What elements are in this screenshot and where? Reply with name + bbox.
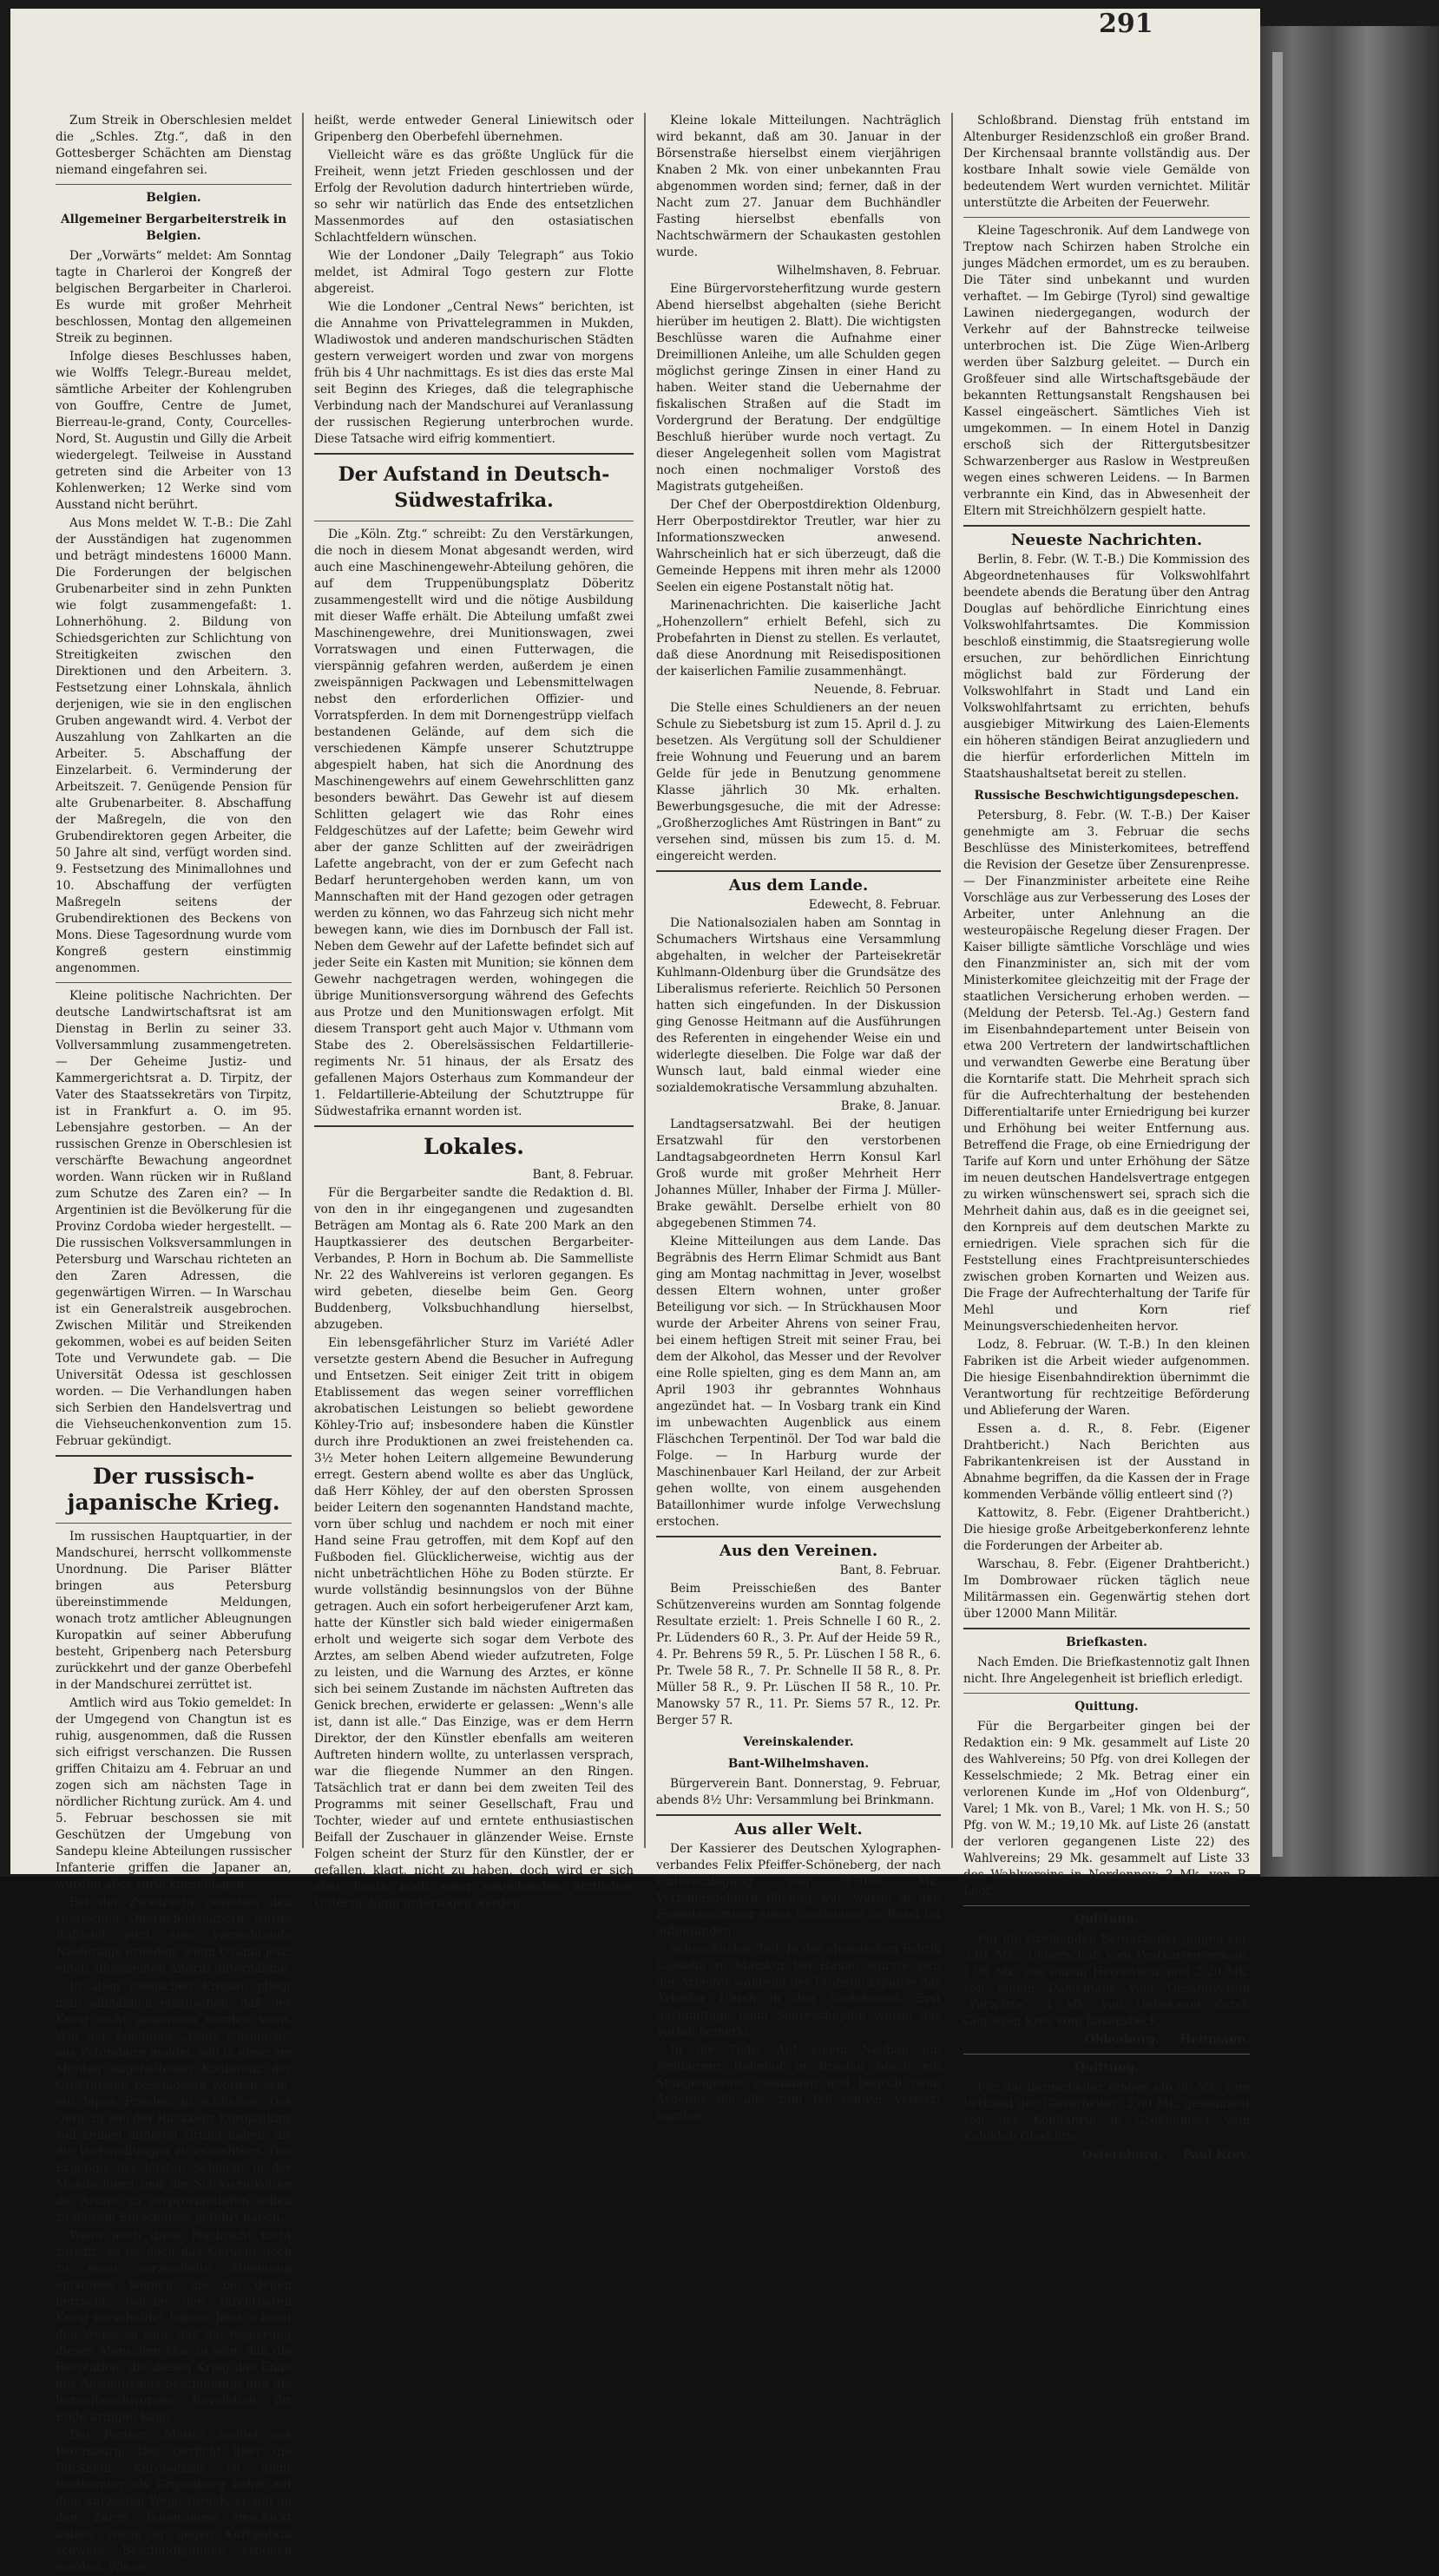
signature-place: Oldenburg. [1084,2033,1160,2047]
divider [56,184,292,185]
heading-aufstand: Der Aufstand in Deutsch-Südwestafrika. [338,463,610,512]
article-freiheit: Vielleicht wäre es das größte Unglück für die Freiheit, wenn jetzt Frieden geschlossen und der Erfolg der Revolution dadurch hintertrieben würde, so sehr wir natürlich das Ende des entsetzlichen Massenmordes auf den ostasiatischen Schlachtfeldern wünschen. [314,148,634,245]
divider [56,1455,292,1457]
signature-line-1 [963,2032,1250,2048]
heading-bergarbeiterstreik: Allgemeiner Bergarbeiterstreik in Belgien. [61,213,286,243]
heading-briefkasten: Briefkasten. [1066,1635,1147,1649]
article-quittung-1: Für die Bergarbeiter gingen bei der Redaktion ein: 9 Mk. gesammelt auf Liste 20 des Wahlvereins; 50 Pfg. von drei Kollegen der Kesselschmiede; 2 Mk. Betrag einer ein verlorenen Kunde im „Hof von Oldenburg“, Varel; 1 Mk. von B., Varel; 1 Mk. von H. S.; 50 Pfg. von W. M.; 19,10 Mk. auf Liste 26 (anstatt der verloren gegangenen Liste 22) des Wahlvereins; 29 Mk. gesammelt auf Liste 33 des Wahlvereins in Nordenney; 3 Mk. von B. Loof. [963,1720,1250,1898]
article-togo: Wie der Londoner „Daily Telegraph“ aus Tokio meldet, ist Admiral Togo gestern zur Flotte abgereist. [314,249,634,296]
article-quittung-2: Für die streikenden Bergarbeiter gingen ein: 3,61 Mk., Ueberschuß vom Postkartenverkauf, 1,90 Mk. von einem Herrentanz und 2,20 Mk. von einem Damentanz vom Gesangverein „Vorwärts“; 1 Mk. von Unbekannt durch Genossen Krey vom Ravensbeck. [963,1932,1250,2029]
divider [56,982,292,983]
article-vorwaerts: Der „Vorwärts“ meldet: Am Sonntag tagte in Charleroi der Kongreß der belgischen Bergarbeiter in Charleroi. Es wurde mit großer Mehrheit beschlossen, Montag den allgemeinen Streik zu beginnen. [56,249,292,345]
signature-place: Osternburg. [1081,2148,1163,2162]
article-liniewitsch: heißt, werde entweder General Liniewitsch oder Gripenberg den Oberbefehl übernehmen. [314,114,634,144]
article-matin: Der Pariser „Matin“ meldet aus Petersburg: Das Gerücht über die Rückkehr Kuropatkins ist nicht bestimmter als Gripenberg kehrt auf dem kürzesten Wege zurück, er soll an den Zaren Telegramme geschickt haben, worin er gegen Kuropatkin schwere Beschuldigungen erhoben werden. Wie es [56,2429,292,2574]
heading-aus-aller-welt: Aus aller Welt. [734,1820,863,1839]
article-petersburg: Petersburg, 8. Febr. (W. T.-B.) Der Kaiser genehmigte am 3. Februar die sechs Beschlüsse des Ministerkomitees, betreffend die Revision der Gesetze über Zensurenpresse. — Der Finanzminister arbeitete eine Reihe Vorschläge aus zur Verbesserung des Loses der Arbeiter, unter Anlehnung an die westeuropäische Regelung dieser Fragen. Der Kaiser billigte sämtliche Vorschläge und wies den Finanzminister an, sich mit der vom Ministerkomitee gleichzeitig mit der Frage der staatlichen Versicherung erhoben werden. — (Meldung der Petersb. Tel.-Ag.) Gestern fand im Eisenbahndepartement unter Beisein von etwa 200 Vertretern der landwirtschaftlichen und verwandten Gewerbe eine Beratung über die Korntarife statt. Die Mehrheit sprach sich für die Aufrechterhaltung der bestehenden Differentialtarife unter Erniedrigung bei kurzer und Erhöhung bei weiter Entfernung aus. Betreffend die Frage, ob eine Erniedrigung der Tarife auf Korn und unter Erhöhung der Sätze im neuen deutschen Handelsvertrage entgegen zu wirken wünschenswert sei, sprach sich die Mehrheit dahin aus, daß es in die geeignet sei, den Kornpreis auf dem deutschen Markte zu erniedrigen. Viele sprachen sich für die Feststellung eines Frachtpreisunterschiedes zwischen groben Kornarten und Weizen aus. Die Frage der Aufrechterhaltung der Tarife für Mehl und Korn rief Meinungsverschiedenheiten hervor. [963,809,1250,1334]
divider [963,1905,1250,1906]
article-central-news: Wie die Londoner „Central News“ berichten, ist die Annahme von Privattelegrammen in Mukden, Wladiwostok und anderen mandschurischen Städten gestern verweigert worden und zwar von morgens früh bis 4 Uhr nachmittags. Es ist dies das erste Mal seit Beginn des Krieges, daß die telegraphische Verbindung nach der Mandschurei auf Veranlassung der russischen Regierung unterbrochen wurde. Diese Tatsache wird eifrig kommentiert. [314,300,634,446]
article-kattowitz: Kattowitz, 8. Febr. (Eigener Drahtbericht.) Die hiesige große Arbeitgeberkonferenz lehnte die Forderungen der Arbeiter ab. [963,1506,1250,1553]
divider [656,870,941,872]
column-rule [644,113,646,1848]
column-1 [56,113,292,2574]
divider [963,217,1250,218]
heading-quittung-2: Quittung. [1074,1912,1139,1926]
heading-bant-wilhelmshaven: Bant-Wilhelmshaven. [727,1757,870,1771]
dateline-bant: Bant, 8. Februar. [532,1168,634,1182]
column-4 [963,113,1250,2162]
article-lodz: Lodz, 8. Februar. (W. T.-B.) In den kleinen Fabriken ist die Arbeit wieder aufgenommen. Die hiesige Eisenbahndirektion übernimmt die Verantwortung für rechtzeitige Beförderung und Ablieferung der Waren. [963,1338,1250,1418]
dateline-brake: Brake, 8. Januar. [840,1099,941,1113]
article-emden: Nach Emden. Die Briefkastennotiz galt Ihnen nicht. Ihre Angelegenheit ist brieflich erledigt. [963,1655,1250,1686]
article-mitteilungen-lande: Kleine Mitteilungen aus dem Lande. Das Begräbnis des Herrn Elimar Schmidt aus Bant ging am Montag nachmittag in Jever, woselbst dessen Eltern wohnen, unter großer Beteiligung vor sich. — In Strückhausen Moor wurde der Arbeiter Ahrens von seiner Frau, bei einem heftigen Streit mit seiner Frau, bei dem der Alkohol, das Messer und der Revolver eine Rolle spielten, ging es dem Mann an, am April 1903 ihr gebranntes Wohnhaus angezündet hat. — In Vosbarg trank ein Kind im unbewachten Augenblick aus einem Fläschchen Terpentinöl. Der Tod war bald die Folge. — In Harburg wurde der Maschinenbauer Karl Heiland, der zur Arbeit gehen wollte, von einem ausgehenden Bataillonhimer wurde infolge Verwechslung erstochen. [656,1235,941,1529]
signature-name: Paul Krey. [1182,2148,1250,2162]
heading-russische-depeschen: Russische Beschwichtigungsdepeschen. [974,789,1239,803]
article-streik-oberschlesien: Zum Streik in Oberschlesien meldet die „Schles. Ztg.“, daß in den Gottesberger Schächten am Dienstag niemand eingefahren sei. [56,114,292,177]
heading-neueste-nachrichten: Neueste Nachrichten. [1010,531,1203,549]
article-essen: Essen a. d. R., 8. Febr. (Eigener Drahtbericht.) Nach Berichten aus Fabrikantenkreisen ist der Ausstand in Abnahme begriffen, da die Kassen der in Frage kommenden Verbände völlig entleert sind (?) [963,1422,1250,1502]
article-schrecklicher-tod: Schrecklicher Tod. In der chemischen Fabrik Cassella zu Mainkur bei Hanau stürzte sich der Arbeiter während der Frühstückspause der Arbeiter Ulrich in den Siedekessel. Erst nachmittags beim Säureschöpfen wurde der Vorfall bemerkt. [656,1943,941,2039]
article-schuldiener: Die Stelle eines Schuldieners an der neuen Schule zu Siebetsburg ist zum 15. April d. J. zu besetzen. Als Vergütung soll der Schuldiener freie Wohnung und Feuerung und an barem Gelde für jede in Benutzung genommene Klasse jährlich 30 Mk. erhalten. Bewerbungsgesuche, die mit der Adresse: „Großherzogliches Amt Rüstringen in Bant“ zu versehen sind, müssen bis zum 15. d. M. eingereicht werden. [656,701,941,863]
dateline-edewecht: Edewecht, 8. Februar. [808,898,941,912]
divider [656,1814,941,1816]
article-warschau: Warschau, 8. Febr. (Eigener Drahtbericht.) Im Dombrowaer rücken täglich neue Militärmassen ein. Gegenwärtig stehen dort über 12000 Mann Militär. [963,1557,1250,1621]
article-russische-kreise: In allen russischen Kreisen pflegt man allmählich einzusehen, daß der Krieg nicht gewonnen werden kann. Wie der Londoner „Daily Chronicle“ aus Petersburg meldet, soll in einer am Montag abgehaltenen Konferenz der Großfürsten beschlossen worden sein, mit Japan Frieden zu schließen. Das Gerücht von der Rückkehr Kuropatkins soll keinen anderen Grund haben, als die Verhandlungen zu erleichtern. Das Ergebnis der letzten Schlacht in der Mandschurei und die Schwierigkeiten die Armee zu verproviantieren sollen zu diesem Entschlusse geführt haben. [56,1980,292,2225]
heading-lokales: Lokales. [424,1134,524,1159]
dateline-bant-2: Bant, 8. Februar. [839,1563,941,1577]
article-quittung-3: Für die Bergarbeiter gingen ein 50 Mk. vom Verband der Glasarbeiter; 5,60 Mk. gesammelt von der Kohlfahrte in Großenmeer vom Kohlklub Glashütte. [963,2081,1250,2144]
article-buergervorsteher: Eine Bürgervorsteherfitzung wurde gestern Abend hierselbst abgehalten (siehe Bericht hierüber im heutigen 2. Blatt). Die wichtigsten Beschlüsse waren die Aufnahme einer Dreimillionen Anleihe, um alle Schulden gegen möglichst geringe Zinsen in einer Hand zu haben. Weiter stand die Uebernahme der fiskalischen Straßen auf die Stadt im Vordergrund der Beratung. Der endgültige Beschluß hierüber wurde noch vertagt. Zu dieser Angelegenheit sollen vom Magistrat noch einen nochmaliger Vorstoß des Magistrats gutgeheißen. [656,282,941,494]
divider [314,453,634,455]
dateline-neuende: Neuende, 8. Februar. [813,683,941,697]
heading-quittung-3: Quittung. [1074,2061,1139,2075]
column-2 [314,113,634,1911]
divider [56,1523,292,1524]
divider [963,1693,1250,1694]
column-3 [656,113,941,2123]
article-sturz-variete: Ein lebensgefährlicher Sturz im Variété Adler versetzte gestern Abend die Besucher in Aufregung und Entsetzen. Seit einiger Zeit tritt in obigem Etablissement das wegen seiner vorrefflichen akrobatischen Leistungen so beliebt gewordene Köhley-Trio auf; insbesondere haben die Künstler durch ihre Produktionen an zwei freistehenden ca. 3½ Meter hohen Leitern allgemeine Bewunderung erregt. Gestern abend wollte es aber das Unglück, daß Herr Köhley, der auf den obersten Sprossen beider Leitern den sogenannten Handstand machte, vorn über schlug und nachdem er noch mit einer Hand seine Frau getroffen, mit dem Kopf auf den Fußboden fiel. Glücklicherweise, wichtig aus der nicht unbeträchtlichen Höhe zu Boden stürzte. Er wurde vollständig besinnungslos von der Bühne getragen. Auch ein sofort herbeigerufener Arzt kam, hatte der Künstler sich bald wieder einigermaßen erholt und weigerte sich sogar dem Verbote des Arztes, am selben Abend wieder aufzutreten, Folge zu leisten, und die Warnung des Arztes, er könne sich bei seinem Zustande im nächsten Auftreten das Genick brechen, erwiderte er gelassen: „Wenn's alle ist, dann ist alle.“ Das Einzige, was er dem Herrn Direktor, der den Künstler ebenfalls am weiteren Auftreten hindern wollte, zu unterlassen versprach, war die fliegende Nummer an den Ringen. Tatsächlich trat er dann bei dem zweiten Teil des Programms mit seiner Gesellschaft, Frau und Tochter, wieder auf und erntete enthusiastischen Beifall der Zuschauer in glänzender Weise. Ernste Folgen scheint der Sturz für den Künstler, der er gefallen, klagt, nicht zu haben, doch wird er sich aber heute noch einer eingehenden ärztlichen Untersuchung unterzogen werden. [314,1336,634,1911]
article-zwietracht: Bei der Zwietracht zwischen den russischen Oberbefehlshabern wurde Rußland jetzt eine vernichtende Niederlage erleiden, wenn Oyama jetzt einen allgemeinen Angriff unternähme. [56,1896,292,1976]
article-koeln-ztg: Die „Köln. Ztg.“ schreibt: Zu den Verstärkungen, die noch in diesem Monat abgesandt werden, wird auch eine Maschinengewehr-Abteilung gehören, die auf dem Truppenübungsplatz Döberitz zusammengestellt wird und die nötige Ausbildung mit dieser Waffe erhält. Die Abteilung umfaßt zwei Maschinengewehre, drei Munitionswagen, zwei Vorratswagen und einen Futterwagen, die vierspännig gefahren werden, außerdem je einen zweispännigen Packwagen und Lebensmittelwagen nebst den erforderlichen Offizier- und Vorratspferden. In dem mit Dornengestrüpp vielfach bestandenen Gelände, auf dem sich die verschiedenen Kämpfe unserer Schutztruppe abgespielt haben, hat sich die Anordnung des Maschinengewehrs auf einem Gewehrschlitten ganz besonders bewährt. Das Gewehr ist auf diesem Schlitten gelagert wie das Rohr eines Feldgeschützes auf der Lafette; beim Gewehr wird aber der ganze Schlitten auf der zweirädrigen Lafette angebracht, von der er zum Gefecht nach Bedarf heruntergehoben werden kann, um von Mannschaften mit der Hand gezogen oder getragen werden zu können, wo das Fahrzeug sich nicht mehr bewegen kann, wie dies im Dornbusch der Fall ist. Neben dem Gewehr auf der Lafette befindet sich auf jeder Seite ein Kasten mit Munition; sie können dem Gewehr nachgetragen werden, wohingegen die übrige Munitionsversorgung während des Gefechts aus Protze und den Munitionswagen erfolgt. Mit diesem Transport geht auch Major v. Uthmann vom Stabe des 2. Oberelsässischen Feldartillerie-regiments Nr. 51 hinaus, der als Ersatz des gefallenen Majors Osterhaus zum Kommandeur der 1. Feldartillerie-Abteilung der Schutztruppe für Südwestafrika ernannt worden ist. [314,528,634,1118]
article-buergerverein: Bürgerverein Bant. Donnerstag, 9. Februar, abends 8½ Uhr: Versammlung bei Brinkmann. [656,1777,941,1807]
newspaper-page [10,9,1260,2574]
article-kleine-lokale: Kleine lokale Mitteilungen. Nachträglich wird bekannt, daß am 30. Januar in der Börsenstraße hierselbst einem vierjährigen Knaben 2 Mk. von einer unbekannten Frau abgenommen worden sind; ferner, daß in der Nacht zum 27. Januar dem Buchhändler Fasting hierselbst ebenfalls von Nachtschwärmern der Schaukasten gestohlen wurde. [656,114,941,259]
article-tiefe: In die Tiefe. Auf einem Neubau am Freiburger Bahnhof in Breslau brach ein Stangengerüst zusammen und begrub neun Arbeiter, die alle, zum Teil schwer, verletzt wurden. [656,2043,941,2123]
heading-aus-dem-lande: Aus dem Lande. [728,876,869,895]
article-landtagswahl: Landtagsersatzwahl. Bei der heutigen Ersatzwahl für den verstorbenen Landtagsabgeordneten Herrn Konsul Karl Groß wurde mit großer Mehrheit Herr Johannes Müller, Inhaber der Firma J. Müller-Brake gewählt. Derselbe erhielt von 80 abgegebenen Stimmen 74. [656,1118,941,1230]
article-wolff: Infolge dieses Beschlusses haben, wie Wolffs Telegr.-Bureau meldet, sämtliche Arbeiter der Kohlengruben von Gouffre, Centre de Jumet, Bierreau-le-grand, Conty, Courcelles-Nord, St. Augustin und Gilly die Arbeit wiedergelegt. Teilweise in Ausstand getreten sind die Arbeiter von 13 Kohlenwerken; 12 Werke sind vom Ausstand nicht berührt. [56,350,292,512]
page-number: 291 [1099,9,1153,39]
signature-line-2 [963,2147,1250,2164]
divider [963,525,1250,527]
article-preisschiessen: Beim Preisschießen des Banter Schützenvereins wurden am Sonntag folgende Resultate erzielt: 1. Preis Schnelle I 60 R., 2. Pr. Lüdenders 60 R., 3. Pr. Auf der Heide 59 R., 4. Pr. Behrens 59 R., 5. Pr. Lüschen I 58 R., 6. Pr. Twele 58 R., 7. Pr. Schnelle II 58 R., 8. Pr. Müller 58 R., 9. Pr. Lüschen II 58 R., 10. Pr. Manowsky 57 R., 11. Pr. Siems 57 R., 12. Pr. Berger 57 R. [656,1582,941,1727]
article-schlossbrand: Schloßbrand. Dienstag früh entstand im Altenburger Residenzschloß ein großer Brand. Der Kirchensaal brannte vollständig aus. Der kostbare Inhalt sowie viele Gemälde von bedeutendem Wert wurden vernichtet. Militär unterstützte die Arbeiten der Feuerwehr. [963,114,1250,210]
heading-belgien: Belgien. [146,191,201,205]
column-rule [951,113,953,1848]
heading-vereine: Aus den Vereinen. [719,1542,878,1560]
heading-quittung-1: Quittung. [1074,1700,1139,1714]
article-berlin: Berlin, 8. Febr. (W. T.-B.) Die Kommission des Abgeordnetenhauses für Volkswohlfahrt beendete abends die Beratung über den Antrag Douglas auf behördliche Einrichtung eines Volkswohlfahrtsamtes. Die Kommission beschloß einstimmig, die Staatsregierung wolle ersuchen, zur behördlichen Einrichtung möglichst bald zur Förderung der Volkswohlfahrt in Stadt und Land ein Volkswohlfahrtsamt zu errichten, behufs ausgiebiger Mitwirkung des Laien-Elements ein höheren ständigen Beirat anzugliedern und die hierfür erforderlichen Mitteln im Staatshaushaltsetat bereit zu stellen. [963,553,1250,781]
divider [656,1536,941,1537]
article-tokio: Amtlich wird aus Tokio gemeldet: In der Umgegend von Changtun ist es ruhig, ausgenommen, daß die Russen sich eifrigst verschanzen. Die Russen griffen Chitaizu am 4. Februar an und zogen sich am nächsten Tage in nördlicher Richtung zurück. Am 4. und 5. Februar beschossen sie mit Geschützen der Umgebung von Sandepu kleine Abteilungen russischer Infanterie griffen die Japaner an, wurden aber zurückgeschlagen. [56,1696,292,1891]
article-nachricht: Wenn auch diese Nachricht nicht zutrifft, so ist doch das Gerücht doch zu einer verzweifelte Stimmung entstehen können, die bei denen herrscht, welche den furchtbaren Krieg verschuldet haben. Jetzt scheint den Weise zu sein, daß die Regierung diesen Menschen klar zu sein, daß die Revolution, die diesen Krieg das Ende des Absolutismus beschleunigt und die heraufbeschworene Revolution ihr Ende bringen kann. [56,2229,292,2424]
dateline-wilhelmshaven: Wilhelmshaven, 8. Februar. [777,264,941,278]
signature-name: Heitmann. [1179,2033,1250,2047]
article-hauptquartier: Im russischen Hauptquartier, in der Mandschurei, herrscht vollkommenste Unordnung. Die Pariser Blätter bringen aus Petersburg übereinstimmende Meldungen, wonach trotz amtlicher Ableugnungen Kuropatkin auf seiner Abberufung besteht, Gripenberg nach Petersburg zurückkehrt und der ganze Oberbefehl in der Mandschurei zerrüttet ist. [56,1530,292,1692]
column-rule [302,113,304,1848]
article-kleine-politische: Kleine politische Nachrichten. Der deutsche Landwirtschaftsrat ist am Dienstag in Berlin zu seiner 33. Vollversammlung zusammengetreten. — Der Geheime Justiz- und Kammergerichtsrat a. D. Tirpitz, der Vater des Staatssekretärs von Tirpitz, ist in Frankfurt a. O. im 95. Lebensjahre gestorben. — An der russischen Grenze in Oberschlesien ist verschärfte Bewachung angeordnet worden. Wann rücken wir in Rußland zum Schutze des Zaren ein? — In Argentinien ist die Bevölkerung für die Provinz Cordoba wieder hergestellt. — Die russischen Volksversammlungen in Petersburg und Warschau richteten an den Zaren Adressen, die gegenwärtigen Wirren. — In Warschau ist ein Generalstreik ausgebrochen. Zwischen Militär und Streikenden gekommen, wobei es auf beiden Seiten Tote und Verwundete gab. — Die Universität Odessa ist geschlossen worden. — Die Verhandlungen haben sich Serbien den Handelsvertrag und die Viehseuchenkonvention zum 15. Februar gekündigt. [56,989,292,1448]
heading-krieg: Der russisch-japanische Krieg. [67,1464,280,1515]
divider [314,1125,634,1127]
article-bergarbeiter: Für die Bergarbeiter sandte die Redaktion d. Bl. von den in ihr eingegangenen und zugesandten Beträgen am Montag als 6. Rate 200 Mark an den Hauptkassierer des deutschen Bergarbeiter-Verbandes, P. Horn in Bochum ab. Die Sammelliste Nr. 22 des Wahlvereins ist verloren gegangen. Es wird gebeten, dieselbe beim Gen. Georg Buddenberg, Volksbuchhandlung hierselbst, abzugeben. [314,1186,634,1332]
divider [963,2054,1250,2055]
article-nationalsoziale: Die Nationalsozialen haben am Sonntag in Schumachers Wirtshaus eine Versammlung abgehalten, in welcher der Parteisekretär Kuhlmann-Oldenburg über die Grundsätze des Liberalismus referierte. Reichlich 50 Personen hatten sich eingefunden. In der Diskussion ging Genosse Heitmann auf die Ausführungen des Referenten in eingehender Weise ein und widerlegte dieselben. Die Folge war daß der Wunsch laut, bald einmal wieder eine sozialdemokratische Versammlung abzuhalten. [656,916,941,1095]
divider [963,1628,1250,1629]
article-kassierer: Der Kassierer des Deutschen Xylographen-verbandes Felix Pfeiffer-Schöneberg, der nach Unterschlagung von 15000 Mk. Verbandsgeldern flüchtig war, wurde in den Fremdenzimmer eines Gasthauses zu Basel tot aufgefunden. [656,1842,941,1938]
article-tageschronik: Kleine Tageschronik. Auf dem Landwege von Treptow nach Schirzen haben Strolche ein junges Mädchen ermordet, um es zu berauben. Die Täter sind unbekannt und wurden verhaftet. — Im Gebirge (Tyrol) sind gewaltige Lawinen niedergegangen, wodurch der Verkehr auf der Bahnstrecke teilweise unterbrochen ist. Die Züge Wien-Arlberg werden über Salzburg geleitet. — Durch ein Großfeuer sind alle Wirtschaftsgebäude der bekannten Rettungsanstalt Rengshausen bei Kassel eingeäschert. Sämtliches Vieh ist umgekommen. — In einem Hotel in Danzig erschoß sich der Rittergutsbesitzer Schwarzenberger aus Raslow in Westpreußen wegen eines schweren Leidens. — In Barmen verbrannte ein Kind, das in Abwesenheit der Eltern mit Streichhölzern gespielt hatte. [963,224,1250,518]
article-mons: Aus Mons meldet W. T.-B.: Die Zahl der Ausständigen hat zugenommen und beträgt mindestens 16000 Mann. Die Forderungen der belgischen Grubenarbeiter sind in zehn Punkten wie folgt zusammengefaßt: 1. Lohnerhöhung. 2. Bildung von Schiedsgerichten zur Schlichtung von Streitigkeiten zwischen den Direktionen und den Arbeitern. 3. Festsetzung einer Lohnskala, ähnlich derjenigen, wie sie in den englischen Gruben angewandt wird. 4. Verbot der Auszahlung von Zahlkarten an die Arbeiter. 5. Abschaffung der Einzelarbeit. 6. Verminderung der Arbeitszeit. 7. Genügende Pension für alte Grubenarbeiter. 8. Abschaffung der Maßregeln, die von den Grubendirektoren gegen Arbeiter, die 50 Jahre alt sind, verfügt worden sind. 9. Festsetzung des Minimallohnes und 10. Abschaffung der verfügten Maßregeln seitens der Grubendirektionen des Beckens von Mons. Diese Tagesordnung wurde vom Kongreß gestern einstimmig angenommen. [56,516,292,975]
book-binding [1260,26,1439,1877]
heading-vereinskalender: Vereinskalender. [743,1735,854,1749]
binding-edge [1272,52,1283,1857]
article-oberpostdirektion: Der Chef der Oberpostdirektion Oldenburg, Herr Oberpostdirektor Treutler, war hier zu Informationszwecken anwesend. Wahrscheinlich hat er sich überzeugt, daß die Gemeinde Heppens mit ihren mehr als 12000 Seelen ein eigene Postanstalt nötig hat. [656,498,941,594]
article-marine: Marinenachrichten. Die kaiserliche Jacht „Hohenzollern“ erhielt Befehl, sich zu Probefahrten in Dienst zu stellen. Es verlautet, daß diese Anordnung mit Reisedispositionen der kaiserlichen Familie zusammenhängt. [656,599,941,678]
